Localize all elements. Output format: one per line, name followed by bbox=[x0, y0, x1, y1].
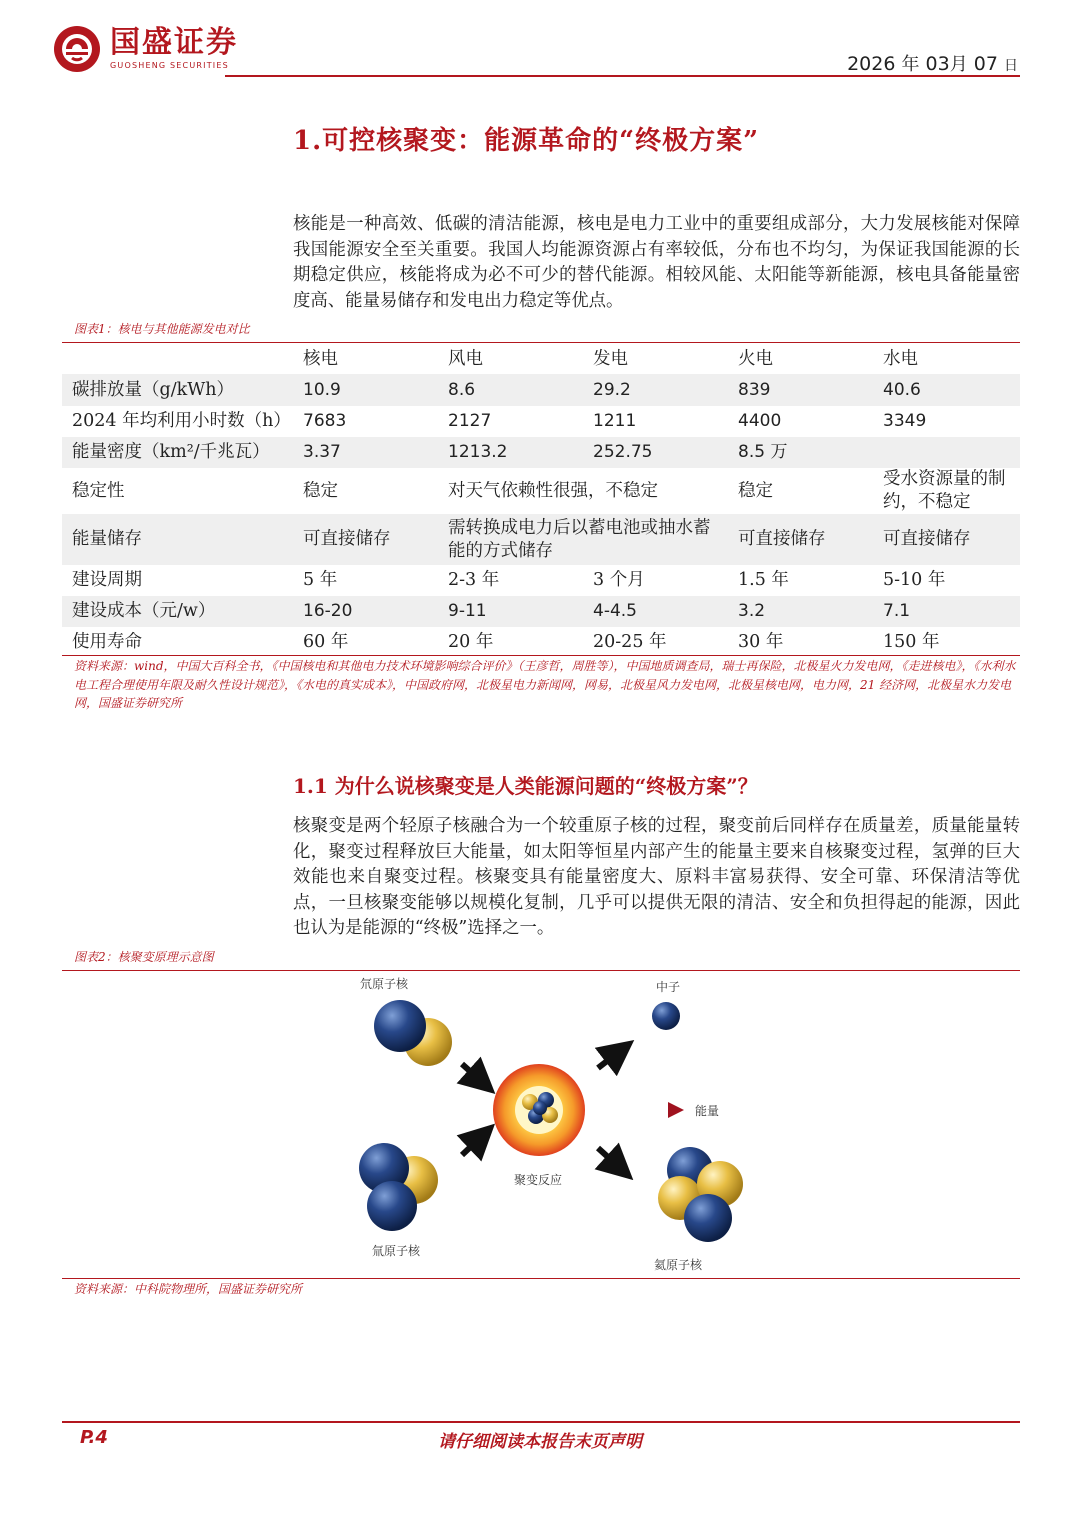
table-cell: 2127 bbox=[448, 411, 492, 431]
table-cell: 8.5 万 bbox=[728, 437, 873, 468]
tritium-label: 氚原子核 bbox=[372, 1244, 421, 1258]
arrow-out-neutron-icon bbox=[598, 1051, 620, 1068]
table-cell: 3 个月 bbox=[593, 570, 645, 590]
figure2-source: 资料来源：中科院物理所，国盛证券研究所 bbox=[74, 1282, 303, 1296]
table-cell bbox=[873, 437, 1020, 468]
table-cell: 受水资源量的制约，不稳定 bbox=[883, 469, 1006, 512]
deuterium-label: 氘原子核 bbox=[360, 977, 409, 991]
table-header-cell: 发电 bbox=[593, 348, 628, 369]
table-cell: 8.6 bbox=[438, 374, 583, 406]
table-header-cell: 火电 bbox=[738, 348, 773, 369]
header-divider bbox=[225, 75, 1020, 77]
figure1-source: 资料来源：wind，中国大百科全书，《中国核电和其他电力技术环境影响综合评价》（王彦哲，周胜等），中国地质调查局，瑞士再保险，北极星火力发电网，《走进核电》，《水利水电工程合理使用年限及耐久性设计规范》，《水电的真实成本》，中国政府网，北极星电力新闻网，网易，北极星风力发电网，北极星核电网，电力网，21 经济网，北极星水力发电网，国盛证券研究所 bbox=[74, 659, 1016, 710]
table-cell: 可直接储存 bbox=[873, 514, 1020, 565]
row-label: 能量密度（km²/千兆瓦） bbox=[62, 437, 293, 468]
table-header-cell: 风电 bbox=[448, 348, 483, 369]
table-header-cell: 核电 bbox=[303, 348, 338, 369]
neutron-icon bbox=[652, 1002, 680, 1030]
table-cell: 30 年 bbox=[738, 631, 784, 652]
table-cell: 7683 bbox=[303, 411, 347, 431]
section-title: 1.1 为什么说核聚变是人类能源问题的“终极方案”？ bbox=[293, 774, 758, 798]
guosheng-logo-icon bbox=[52, 24, 102, 74]
figure1-caption: 图表1：核电与其他能源发电对比 bbox=[74, 322, 250, 336]
table-row bbox=[62, 627, 1020, 657]
table-cell: 252.75 bbox=[583, 437, 728, 468]
table-cell: 20-25 年 bbox=[593, 631, 667, 652]
arrow-in-top-icon bbox=[462, 1064, 482, 1082]
figure1-top-rule bbox=[62, 342, 1020, 343]
table-cell: 5-10 年 bbox=[883, 570, 946, 590]
report-date: 2026 年 03月 07 日 bbox=[847, 53, 1018, 75]
brand-name-en: GUOSHENG SECURITIES bbox=[110, 61, 229, 70]
table-cell: 1.5 年 bbox=[738, 570, 789, 590]
table-cell: 对天气依赖性很强，不稳定 bbox=[448, 480, 658, 501]
fusion-paragraph: 核聚变是两个轻原子核融合为一个较重原子核的过程，聚变前后同样存在质量差，质量能量转化，聚变过程释放巨大能量，如太阳等恒星内部产生的能量主要来自核聚变过程，氢弹的巨大效能也来自聚变过程。核聚变具有能量密度大、原料丰富易获得、安全可靠、环保清洁等优点，一旦核聚变能够以规模化复制，几乎可以提供无限的清洁、安全和负担得起的能源，因此也认为是能源的“终极”选择之一。 bbox=[293, 816, 1020, 938]
figure2-bottom-rule bbox=[62, 1278, 1020, 1279]
table-row bbox=[62, 596, 1020, 627]
tritium-nucleus-icon bbox=[359, 1143, 438, 1231]
row-label: 2024 年均利用小时数（h） bbox=[72, 411, 291, 431]
table-cell: 稳定 bbox=[738, 480, 773, 501]
fusion-diagram bbox=[62, 972, 1020, 1276]
table-cell: 150 年 bbox=[883, 631, 940, 652]
table-cell: 839 bbox=[728, 374, 873, 406]
table-cell: 可直接储存 bbox=[293, 514, 438, 565]
table-cell: 2-3 年 bbox=[448, 570, 500, 590]
disclaimer: 请仔细阅读本报告末页声明 bbox=[438, 1432, 642, 1452]
table-cell: 5 年 bbox=[303, 570, 338, 590]
row-label: 稳定性 bbox=[72, 480, 125, 501]
footer-divider bbox=[62, 1421, 1020, 1423]
row-label: 碳排放量（g/kWh） bbox=[62, 374, 293, 406]
table-cell: 4400 bbox=[738, 411, 782, 431]
table-cell: 稳定 bbox=[303, 480, 338, 501]
table-cell: 40.6 bbox=[873, 374, 1020, 406]
row-label: 使用寿命 bbox=[72, 631, 142, 652]
table-row bbox=[62, 468, 1020, 514]
table-cell: 3349 bbox=[883, 411, 927, 431]
table-header-cell bbox=[62, 344, 293, 374]
table-cell: 60 年 bbox=[303, 631, 349, 652]
deuterium-nucleus-icon bbox=[374, 1000, 452, 1066]
table-row bbox=[62, 406, 1020, 437]
table-cell: 1211 bbox=[593, 411, 637, 431]
intro-paragraph: 核能是一种高效、低碳的清洁能源，核电是电力工业中的重要组成部分，大力发展核能对保障我国能源安全至关重要。我国人均能源资源占有率较低，分布也不均匀，为保证我国能源的长期稳定供应，核能将成为必不可少的替代能源。相较风能、太阳能等新能源，核电具备能量密度高、能量易储存和发电出力稳定等优点。 bbox=[293, 214, 1020, 311]
neutron-label: 中子 bbox=[656, 980, 681, 994]
table-row bbox=[62, 437, 1020, 468]
row-label: 能量储存 bbox=[62, 514, 293, 565]
table-cell: 10.9 bbox=[293, 374, 438, 406]
table-cell: 1213.2 bbox=[438, 437, 583, 468]
table-header-row bbox=[62, 344, 1020, 374]
table-row bbox=[62, 565, 1020, 596]
table-cell: 7.1 bbox=[873, 596, 1020, 627]
table-cell: 可直接储存 bbox=[728, 514, 873, 565]
table-row bbox=[62, 514, 1020, 565]
arrow-in-bottom-icon bbox=[462, 1136, 482, 1155]
energy-label: 能量 bbox=[695, 1104, 720, 1118]
energy-arrowhead-icon bbox=[668, 1102, 684, 1118]
table-cell: 3.37 bbox=[293, 437, 438, 468]
table-cell: 3.2 bbox=[728, 596, 873, 627]
energy-comparison-table bbox=[62, 344, 1020, 657]
arrow-out-helium-icon bbox=[598, 1148, 620, 1168]
table-header-cell: 水电 bbox=[883, 348, 918, 369]
figure1-bottom-rule bbox=[62, 655, 1020, 656]
table-row bbox=[62, 374, 1020, 406]
brand-name: 国盛证券 bbox=[110, 25, 238, 60]
table-cell: 20 年 bbox=[448, 631, 494, 652]
row-label: 建设成本（元/w） bbox=[62, 596, 293, 627]
table-cell: 4-4.5 bbox=[583, 596, 728, 627]
row-label: 建设周期 bbox=[72, 570, 142, 590]
helium-label: 氦原子核 bbox=[654, 1258, 703, 1272]
helium-nucleus-icon bbox=[658, 1147, 743, 1242]
figure2-top-rule bbox=[62, 970, 1020, 971]
page-number: P.4 bbox=[80, 1427, 108, 1448]
table-cell: 需转换成电力后以蓄电池或抽水蓄能的方式储存 bbox=[438, 514, 728, 565]
reaction-label: 聚变反应 bbox=[514, 1173, 563, 1187]
page-title: 1.可控核聚变：能源革命的“终极方案” bbox=[293, 126, 760, 156]
figure2-caption: 图表2：核聚变原理示意图 bbox=[74, 950, 214, 964]
table-cell: 29.2 bbox=[583, 374, 728, 406]
table-cell: 9-11 bbox=[438, 596, 583, 627]
fusion-reaction-icon bbox=[493, 1064, 585, 1156]
table-cell: 16-20 bbox=[293, 596, 438, 627]
